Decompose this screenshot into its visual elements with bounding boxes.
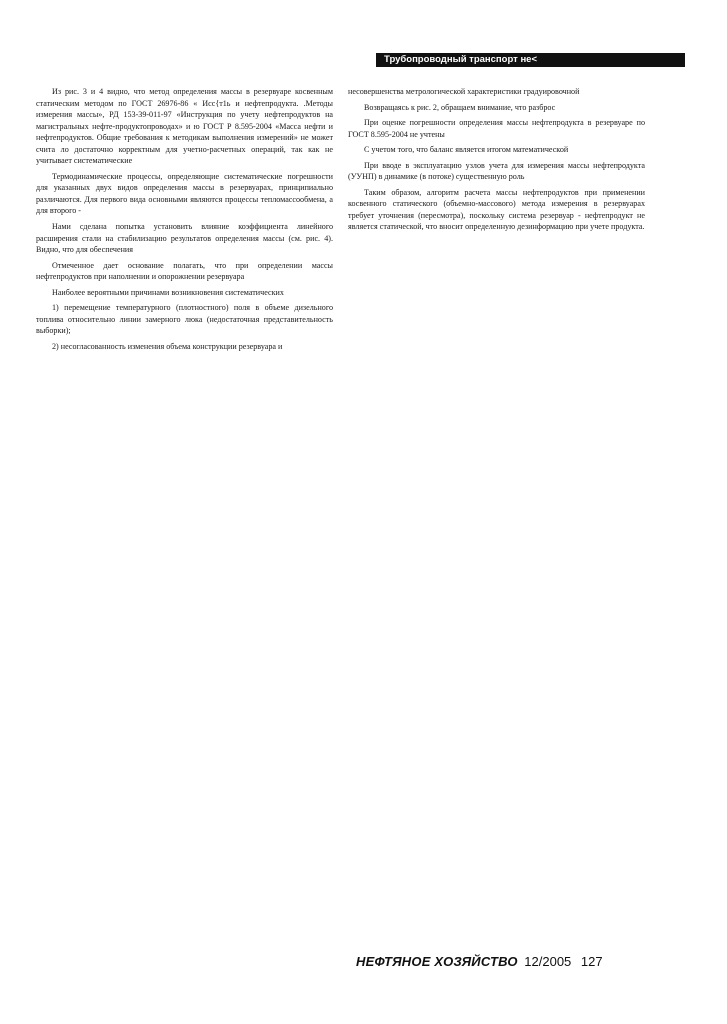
right-paragraph-5: При вводе в эксплуатацию узлов учета для измерения массы нефтепродукта (УУНП) в динамике (в потоке) существенную роль [348, 160, 645, 182]
page-number: 127 [580, 954, 603, 969]
right-text-column [348, 86, 645, 736]
right-paragraph-6: Таким образом, алгоритм расчета массы нефтепродуктов при применении косвенного статического (объемно-массового) метода измерения в резервуарах требует уточнения (пересмотра), поскольку система резервуар - нефтепродукт не является статической, что вносит определенную дезинформацию при учете продукта. [348, 187, 645, 232]
section-title: Трубопроводный транспорт не< [384, 54, 538, 65]
right-paragraph-3: При оценке погрешности определения массы нефтепродукта в резервуаре по ГОСТ 8.595-2004 не учтены [348, 118, 645, 139]
left-list-item-1: 1) перемещение температурного (плотностного) поля в объеме дизельного топлива относительно линии замерного люка (недостаточная представительность выборки); [36, 303, 333, 336]
right-paragraph-4: С учетом того, что баланс является итогом математической [364, 145, 569, 155]
page-footer [356, 952, 656, 972]
left-paragraph-4: Отмеченное дает основание полагать, что при определении массы нефтепродуктов при наполнении и опорожнении резервуара [36, 260, 333, 282]
left-list-item-2: 2) несогласованность изменения объема конструкции резервуара и [52, 341, 283, 351]
left-paragraph-2: Термодинамические процессы, определяющие систематические погрешности для указанных двух видов определения массы в резервуарах, принципиально различаются. Для первого вида основными являются процессы тепломассообмена, а для второго - [36, 171, 333, 216]
left-paragraph-3: Нами сделана попытка установить влияние коэффициента линейного расширения стали на стабилизацию результатов определения массы (см. рис. 4). Видно, что для обеспечения [36, 222, 333, 255]
issue-number: 12/2005 [524, 954, 572, 969]
right-paragraph-1: несовершенства метрологической характеристики градуировочной [348, 87, 580, 96]
left-paragraph-5: Наиболее вероятными причинами возникновения систематических [52, 287, 284, 297]
right-paragraph-2: Возвращаясь к рис. 2, обращаем внимание, что разброс [364, 102, 556, 112]
section-header-bar [376, 53, 685, 67]
left-paragraph-1: Из рис. 3 и 4 видно, что метод определения массы в резервуаре косвенным статическим методом по ГОСТ 26976-86 « Исс{т1ь и нефтепродукта. .Методы измерения массы», РД 153-39-011-97 «Инструкция по учету нефтепродуктов на магистральных нефте-продуктопроводах» и ю ГОСТ Р 8.595-2004 «Масса нефти и нефтепродуктов. Общие требования к методикам выполнения измерений» не может счита ло достаточно корректным для учетно-расчетных операций, так как не учитывает систематические [36, 87, 333, 166]
left-text-column [36, 86, 333, 758]
journal-name: НЕФТЯНОЕ ХОЗЯЙСТВО [356, 954, 518, 969]
